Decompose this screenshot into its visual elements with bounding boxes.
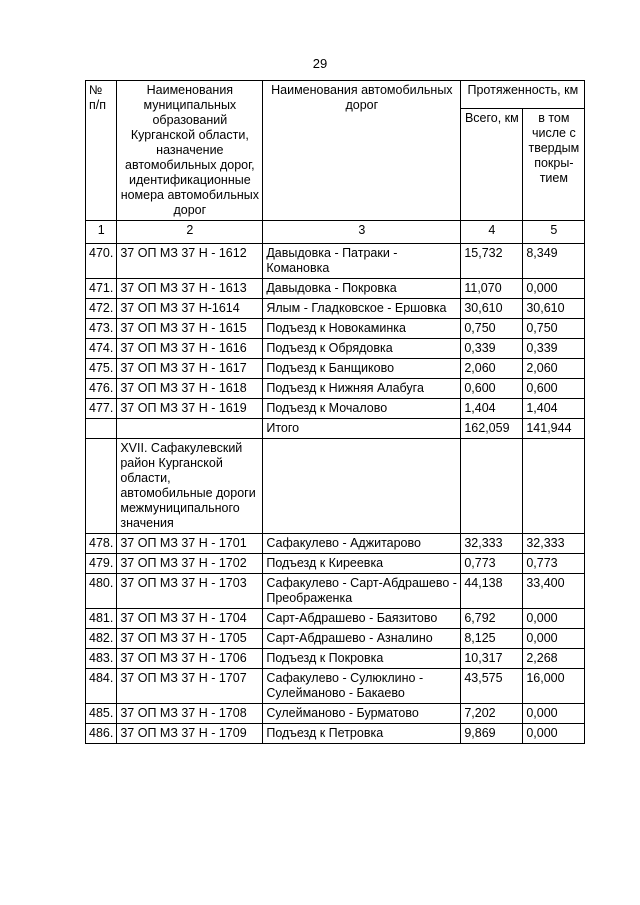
length-total: 10,317: [461, 649, 523, 669]
length-paved: 0,000: [523, 629, 585, 649]
length-total: 0,600: [461, 379, 523, 399]
row-number: 479.: [86, 554, 117, 574]
length-total: 43,575: [461, 669, 523, 704]
index-cell: 4: [461, 221, 523, 244]
header-municipal: Наименования муниципальных образований Курганской области, назначение автомобильных дорог, идентификационные номера автомобильных дорог: [117, 81, 263, 221]
table-row: [86, 669, 585, 704]
section-title: XVII. Сафакулевский район Курганской области, автомобильные дороги межмуниципального значения: [117, 439, 263, 534]
table-row: [86, 244, 585, 279]
length-paved: 0,000: [523, 724, 585, 744]
length-total: 8,125: [461, 629, 523, 649]
total-label: Итого: [263, 419, 461, 439]
length-paved: 0,600: [523, 379, 585, 399]
row-number: 476.: [86, 379, 117, 399]
table-body-section-1: [86, 244, 585, 419]
length-total: 0,339: [461, 339, 523, 359]
row-number: 472.: [86, 299, 117, 319]
road-name: Сафакулево - Аджитарово: [263, 534, 461, 554]
row-number: 484.: [86, 669, 117, 704]
length-paved: 30,610: [523, 299, 585, 319]
road-name: Сафакулево - Сулюклино - Сулейманово - Бакаево: [263, 669, 461, 704]
length-total: 32,333: [461, 534, 523, 554]
row-number: 474.: [86, 339, 117, 359]
table-row: [86, 649, 585, 669]
table-body-section-2: [86, 534, 585, 744]
road-id-code: 37 ОП МЗ 37 Н - 1709: [117, 724, 263, 744]
road-name: Подъезд к Киреевка: [263, 554, 461, 574]
length-total: 11,070: [461, 279, 523, 299]
road-name: Ялым - Гладковское - Ершовка: [263, 299, 461, 319]
table-row: [86, 339, 585, 359]
row-number: 475.: [86, 359, 117, 379]
total-code-cell: [117, 419, 263, 439]
total-row: [86, 419, 585, 439]
road-id-code: 37 ОП МЗ 37 Н - 1617: [117, 359, 263, 379]
table-row: [86, 629, 585, 649]
road-id-code: 37 ОП МЗ 37 Н - 1615: [117, 319, 263, 339]
table-row: [86, 379, 585, 399]
length-total: 1,404: [461, 399, 523, 419]
road-id-code: 37 ОП МЗ 37 Н - 1618: [117, 379, 263, 399]
road-name: Подъезд к Нижняя Алабуга: [263, 379, 461, 399]
index-cell: 3: [263, 221, 461, 244]
road-name: Давыдовка - Патраки - Комановка: [263, 244, 461, 279]
road-name: Давыдовка - Покровка: [263, 279, 461, 299]
length-paved: 1,404: [523, 399, 585, 419]
section-total-cell: [461, 439, 523, 534]
row-number: 482.: [86, 629, 117, 649]
length-paved: 2,060: [523, 359, 585, 379]
length-paved: 8,349: [523, 244, 585, 279]
road-name: Подъезд к Новокаминка: [263, 319, 461, 339]
length-paved: 0,000: [523, 609, 585, 629]
header-num: № п/п: [86, 81, 117, 221]
table-row: [86, 574, 585, 609]
length-paved: 32,333: [523, 534, 585, 554]
index-cell: 2: [117, 221, 263, 244]
row-number: 473.: [86, 319, 117, 339]
row-number: 477.: [86, 399, 117, 419]
row-number: 480.: [86, 574, 117, 609]
length-total: 0,750: [461, 319, 523, 339]
length-total: 2,060: [461, 359, 523, 379]
row-number: 483.: [86, 649, 117, 669]
row-number: 486.: [86, 724, 117, 744]
section-road-cell: [263, 439, 461, 534]
road-id-code: 37 ОП МЗ 37 Н - 1704: [117, 609, 263, 629]
length-total: 9,869: [461, 724, 523, 744]
page-number: 29: [312, 56, 328, 71]
section-num-cell: [86, 439, 117, 534]
section-row: [86, 439, 585, 534]
table-row: [86, 319, 585, 339]
row-number: 485.: [86, 704, 117, 724]
road-id-code: 37 ОП МЗ 37 Н - 1708: [117, 704, 263, 724]
length-paved: 0,773: [523, 554, 585, 574]
table-header: [86, 81, 585, 244]
index-row: [86, 221, 585, 244]
road-id-code: 37 ОП МЗ 37 Н - 1612: [117, 244, 263, 279]
road-name: Подъезд к Банщиково: [263, 359, 461, 379]
road-id-code: 37 ОП МЗ 37 Н - 1702: [117, 554, 263, 574]
table-row: [86, 279, 585, 299]
road-name: Подъезд к Петровка: [263, 724, 461, 744]
index-cell: 1: [86, 221, 117, 244]
length-paved: 2,268: [523, 649, 585, 669]
header-total: Всего, км: [461, 109, 523, 221]
table-row: [86, 359, 585, 379]
length-total: 30,610: [461, 299, 523, 319]
header-road: Наименования автомобильных дорог: [263, 81, 461, 221]
length-paved: 0,339: [523, 339, 585, 359]
length-paved: 0,000: [523, 704, 585, 724]
length-paved: 33,400: [523, 574, 585, 609]
table-row: [86, 704, 585, 724]
road-id-code: 37 ОП МЗ 37 Н - 1701: [117, 534, 263, 554]
length-total: 7,202: [461, 704, 523, 724]
road-name: Сафакулево - Сарт-Абдрашево - Преображенка: [263, 574, 461, 609]
road-name: Подъезд к Покровка: [263, 649, 461, 669]
road-id-code: 37 ОП МЗ 37 Н - 1705: [117, 629, 263, 649]
road-id-code: 37 ОП МЗ 37 Н - 1616: [117, 339, 263, 359]
index-cell: 5: [523, 221, 585, 244]
road-id-code: 37 ОП МЗ 37 Н-1614: [117, 299, 263, 319]
length-paved: 0,750: [523, 319, 585, 339]
road-name: Сулейманово - Бурматово: [263, 704, 461, 724]
total-num-cell: [86, 419, 117, 439]
section-paved-cell: [523, 439, 585, 534]
table-row: [86, 554, 585, 574]
table-row: [86, 299, 585, 319]
road-id-code: 37 ОП МЗ 37 Н - 1706: [117, 649, 263, 669]
table-row: [86, 534, 585, 554]
table-row: [86, 399, 585, 419]
length-total: 44,138: [461, 574, 523, 609]
road-name: Подъезд к Обрядовка: [263, 339, 461, 359]
row-number: 471.: [86, 279, 117, 299]
total-km: 162,059: [461, 419, 523, 439]
roads-table: [85, 80, 585, 744]
header-length: Протяженность, км: [461, 81, 585, 109]
length-total: 6,792: [461, 609, 523, 629]
table-row: [86, 609, 585, 629]
total-paved: 141,944: [523, 419, 585, 439]
road-id-code: 37 ОП МЗ 37 Н - 1707: [117, 669, 263, 704]
row-number: 470.: [86, 244, 117, 279]
header-paved: в том числе с твердым покры-тием: [523, 109, 585, 221]
road-name: Подъезд к Мочалово: [263, 399, 461, 419]
road-id-code: 37 ОП МЗ 37 Н - 1613: [117, 279, 263, 299]
length-paved: 0,000: [523, 279, 585, 299]
table-row: [86, 724, 585, 744]
road-id-code: 37 ОП МЗ 37 Н - 1619: [117, 399, 263, 419]
road-name: Сарт-Абдрашево - Баязитово: [263, 609, 461, 629]
length-paved: 16,000: [523, 669, 585, 704]
length-total: 15,732: [461, 244, 523, 279]
length-total: 0,773: [461, 554, 523, 574]
road-id-code: 37 ОП МЗ 37 Н - 1703: [117, 574, 263, 609]
row-number: 478.: [86, 534, 117, 554]
road-name: Сарт-Абдрашево - Азналино: [263, 629, 461, 649]
total-row-group: [86, 419, 585, 534]
row-number: 481.: [86, 609, 117, 629]
